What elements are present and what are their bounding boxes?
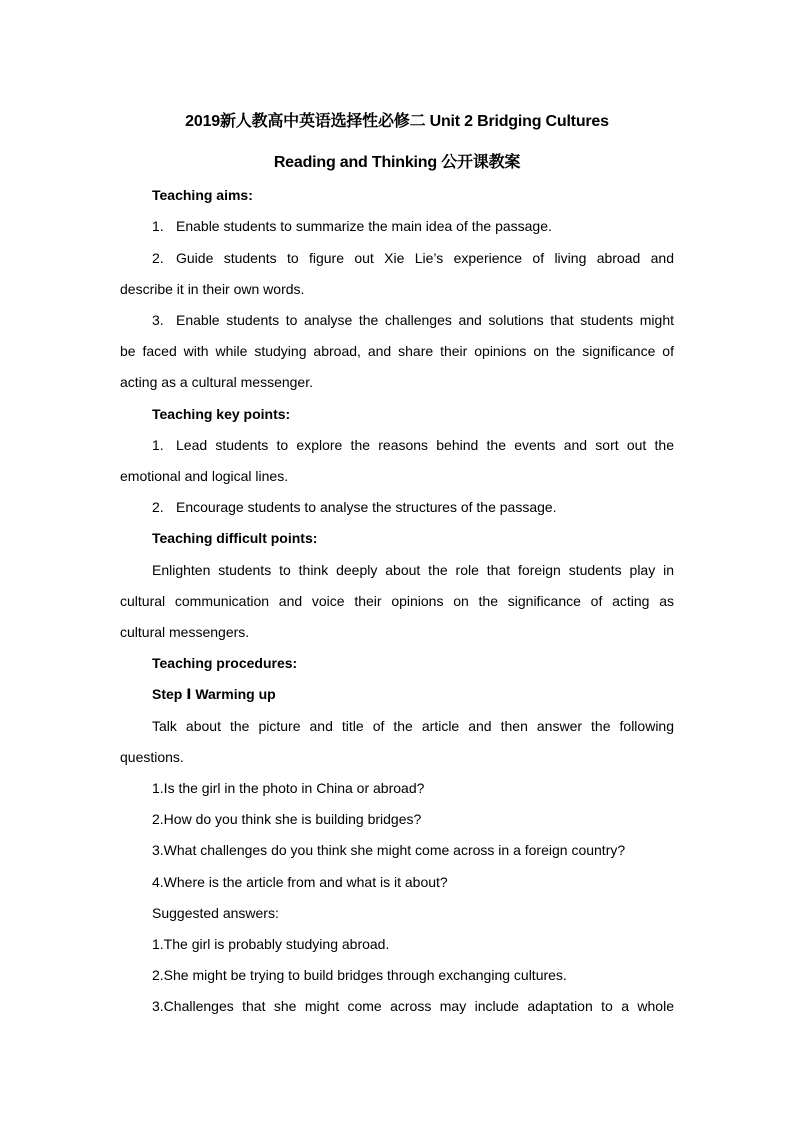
difficult-points-paragraph-continuation: cultural messengers. [120, 624, 250, 640]
suggested-answers-heading: Suggested answers: [152, 905, 279, 921]
key-point-item-1 [152, 436, 674, 454]
aim-item-1 [152, 217, 674, 235]
step-1-heading: Step Ⅰ Warming up [152, 686, 276, 702]
key-point-item-2-text: Encourage students to analyse the structures of the passage. [176, 499, 557, 515]
aim-item-2-number: 2. [152, 250, 164, 266]
procedures-heading: Teaching procedures: [152, 655, 298, 671]
aim-item-1-number: 1. [152, 218, 164, 234]
document-title-line1: 2019新人教高中英语选择性必修二 Unit 2 Bridging Cultures [185, 113, 609, 130]
question-1: 1.Is the girl in the photo in China or abroad? [152, 780, 425, 796]
question-2: 2.How do you think she is building bridges? [152, 811, 422, 827]
answer-1: 1.The girl is probably studying abroad. [152, 936, 390, 952]
document-title-line2: Reading and Thinking 公开课教案 [273, 154, 521, 171]
question-4: 4.Where is the article from and what is it about? [152, 874, 448, 890]
key-point-item-1-text: Lead students to explore the reasons behind the events and sort out the [176, 437, 674, 453]
key-point-item-1-number: 1. [152, 437, 164, 453]
difficult-points-paragraph: Enlighten students to think deeply about the role that foreign students play in [152, 562, 674, 578]
aim-item-1-text: Enable students to summarize the main idea of the passage. [176, 218, 552, 234]
aim-item-2 [152, 249, 674, 267]
aim-item-3-text: Enable students to analyse the challenges and solutions that students might [176, 312, 674, 328]
question-3: 3.What challenges do you think she might come across in a foreign country? [152, 842, 626, 858]
answer-3: 3.Challenges that she might come across may include adaptation to a whole [152, 998, 674, 1014]
teaching-aims-heading: Teaching aims: [152, 187, 253, 203]
warming-up-instruction: Talk about the picture and title of the article and then answer the following [152, 718, 674, 734]
key-points-heading: Teaching key points: [152, 406, 291, 422]
aim-item-3 [152, 311, 674, 329]
answer-2: 2.She might be trying to build bridges through exchanging cultures. [152, 967, 567, 983]
key-point-item-2-number: 2. [152, 499, 164, 515]
warming-up-instruction-continuation: questions. [120, 749, 184, 765]
key-point-item-2 [152, 498, 674, 516]
aim-item-3-continuation: acting as a cultural messenger. [120, 374, 313, 390]
aim-item-2-text: Guide students to figure out Xie Lie’s experience of living abroad and [176, 250, 674, 266]
aim-item-3-continuation: be faced with while studying abroad, and share their opinions on the significance of [120, 343, 674, 359]
aim-item-3-number: 3. [152, 312, 164, 328]
key-point-item-1-continuation: emotional and logical lines. [120, 468, 289, 484]
difficult-points-heading: Teaching difficult points: [152, 530, 318, 546]
aim-item-2-continuation: describe it in their own words. [120, 281, 305, 297]
difficult-points-paragraph-continuation: cultural communication and voice their opinions on the significance of acting as [120, 593, 674, 609]
